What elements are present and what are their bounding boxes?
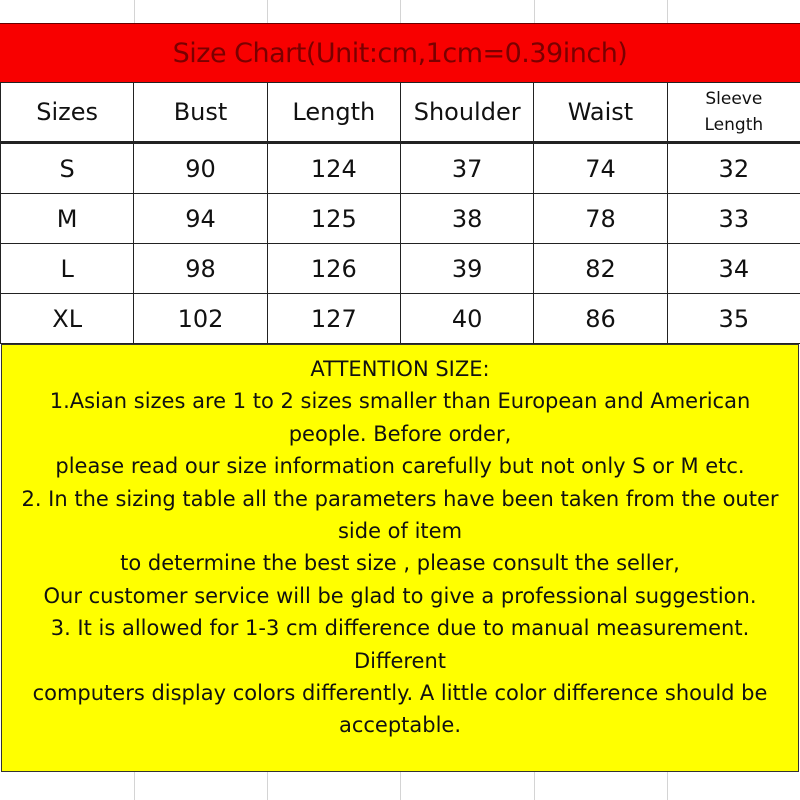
header-bust: Bust	[134, 83, 267, 143]
table-cell: M	[1, 194, 134, 244]
attention-note	[1, 344, 799, 772]
spreadsheet-gridlines-top	[0, 0, 800, 23]
attention-line: to determine the best size , please consult the seller,	[120, 551, 680, 576]
header-sizes: Sizes	[1, 83, 134, 143]
table-cell: 125	[267, 194, 400, 244]
spreadsheet-gridlines-bottom	[0, 772, 800, 800]
table-cell: 127	[267, 294, 400, 344]
table-cell: 39	[400, 244, 533, 294]
table-header-row	[1, 83, 800, 143]
header-shoulder: Shoulder	[400, 83, 533, 143]
table-cell: 98	[134, 244, 267, 294]
attention-heading: ATTENTION SIZE:	[310, 357, 490, 381]
table-cell: 37	[400, 143, 533, 194]
attention-line: 2. In the sizing table all the parameters have been taken from the outer	[21, 486, 779, 511]
table-cell: 74	[534, 143, 667, 194]
table-cell: 33	[667, 194, 800, 244]
table-cell: XL	[1, 294, 134, 344]
attention-line: Our customer service will be glad to give a professional suggestion.	[43, 583, 757, 608]
table-cell: 94	[134, 194, 267, 244]
attention-line: computers display colors differently. A little color difference should be	[32, 681, 768, 706]
sleeve-line-2: Length	[704, 115, 764, 135]
attention-line: acceptable.	[338, 713, 462, 738]
table-cell: 34	[667, 244, 800, 294]
table-cell: 126	[267, 244, 400, 294]
table-row	[1, 143, 800, 194]
table-cell: 90	[134, 143, 267, 194]
attention-line: 3. It is allowed for 1-3 cm difference due to manual measurement.	[50, 616, 750, 641]
table-row	[1, 294, 800, 344]
table-cell: L	[1, 244, 134, 294]
size-table	[0, 82, 800, 344]
table-cell: 86	[534, 294, 667, 344]
table-cell: S	[1, 143, 134, 194]
attention-line: 1.Asian sizes are 1 to 2 sizes smaller than European and American	[49, 389, 751, 414]
table-cell: 82	[534, 244, 667, 294]
table-cell: 124	[267, 143, 400, 194]
table-cell: 40	[400, 294, 533, 344]
attention-line: side of item	[337, 519, 463, 544]
table-cell: 32	[667, 143, 800, 194]
table-row	[1, 194, 800, 244]
attention-line: people. Before order,	[288, 421, 512, 446]
table-cell: 35	[667, 294, 800, 344]
header-sleeve-length	[667, 83, 800, 143]
table-cell: 102	[134, 294, 267, 344]
attention-line: Different	[353, 648, 447, 673]
attention-line: please read our size information carefully but not only S or M etc.	[55, 454, 745, 479]
table-row	[1, 244, 800, 294]
header-length: Length	[267, 83, 400, 143]
size-chart-title: Size Chart(Unit:cm,1cm=0.39inch)	[0, 23, 800, 82]
table-cell: 38	[400, 194, 533, 244]
header-waist: Waist	[534, 83, 667, 143]
sleeve-line-1: Sleeve	[705, 89, 763, 109]
table-cell: 78	[534, 194, 667, 244]
